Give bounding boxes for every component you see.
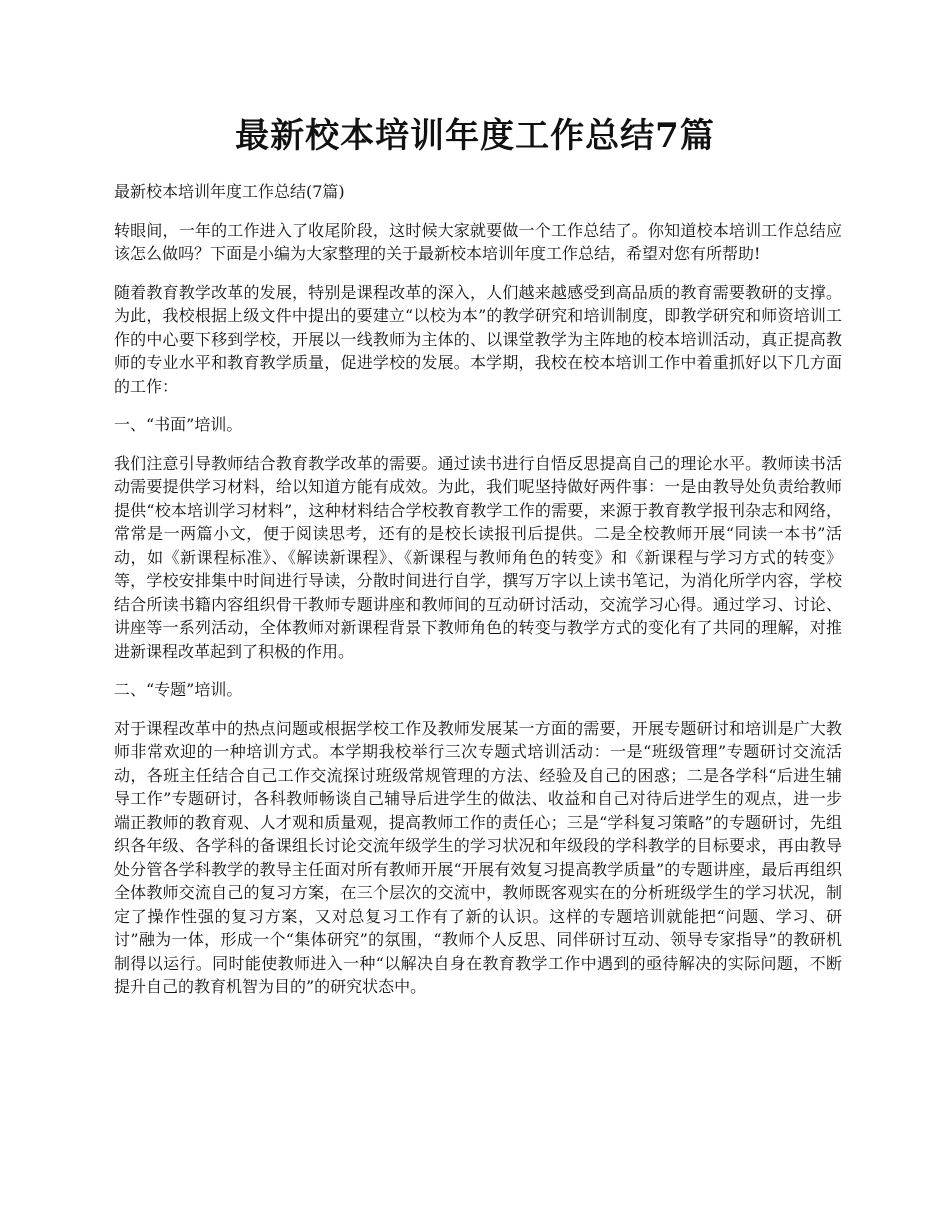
section-heading-written-training: 一、“书面”培训。 (114, 415, 243, 434)
topic-training-paragraph: 对于课程改革中的热点问题或根据学校工作及教师发展某一方面的需要，开展专题研讨和培训是广大教师非常欢迎的一种培训方式。本学期我校举行三次专题式培训活动：一是“班级管理”专题研讨交流活动，各班主任结合自己工作交流探讨班级常规管理的方法、经验及自己的困惑；二是各学科“后进生辅导工作”专题研讨，各科教师畅谈自己辅导后进学生的做法、收益和自己对待后进学生的观点，进一步端正教师的教育观、人才观和质量观，提高教师工作的责任心；三是“学科复习策略”的专题研讨，先组织各年级、各学科的备课组长讨论交流年级学生的学习状况和年级段的学科教学的目标要求，再由教导处分管各学科教学的教导主任面对所有教师开展“开展有效复习提高教学质量”的专题讲座，最后再组织全体教师交流自己的复习方案，在三个层次的交流中，教师既客观实在的分析班级学生的学习状况，制定了操作性强的复习方案，又对总复习工作有了新的认识。这样的专题培训就能把“问题、学习、研讨”融为一体，形成一个“集体研究”的氛围，“教师个人反思、同伴研讨互动、领导专家指导”的教研机制得以运行。同时能使教师进入一种“以解决自身在教育教学工作中遇到的亟待解决的实际问题，不断提升自己的教育机智为目的”的研究状态中。 (114, 718, 842, 996)
document-body (114, 180, 842, 1014)
document-subtitle: 最新校本培训年度工作总结(7篇) (114, 182, 345, 201)
written-training-paragraph: 我们注意引导教师结合教育教学改革的需要。通过读书进行自悟反思提高自己的理论水平。教师读书活动需要提供学习材料，给以知道方能有成效。为此，我们呢坚持做好两件事：一是由教导处负责给教师提供“校本培训学习材料”，这种材料结合学校教育教学工作的需要，来源于教育教学报刊杂志和网络，常常是一两篇小文，便于阅读思考，还有的是校长读报刊后提供。二是全校教师开展“同读一本书”活动，如《新课程标准》、《解读新课程》、《新课程与教师角色的转变》和《新课程与学习方式的转变》等，学校安排集中时间进行导读，分散时间进行自学，撰写万字以上读书笔记，为消化所学内容，学校结合所读书籍内容组织骨干教师专题讲座和教师间的互动研讨活动，交流学习心得。通过学习、讨论、讲座等一系列活动，全体教师对新课程背景下教师角色的转变与教学方式的变化有了共同的理解，对推进新课程改革起到了积极的作用。 (114, 453, 842, 661)
background-paragraph: 随着教育教学改革的发展，特别是课程改革的深入，人们越来越感受到高品质的教育需要教研的支撑。为此，我校根据上级文件中提出的要建立“以校为本”的教学研究和培训制度，即教学研究和师资培训工作的中心要下移到学校，开展以一线教师为主体的、以课堂教学为主阵地的校本培训活动，真正提高教师的专业水平和教育教学质量，促进学校的发展。本学期，我校在校本培训工作中着重抓好以下几方面的工作： (114, 282, 842, 396)
section-heading-topic-training: 二、“专题”培训。 (114, 680, 243, 699)
document-title: 最新校本培训年度工作总结7篇 (235, 116, 715, 156)
intro-paragraph: 转眼间，一年的工作进入了收尾阶段，这时候大家就要做一个工作总结了。你知道校本培训工作总结应该怎么做吗？下面是小编为大家整理的关于最新校本培训年度工作总结，希望对您有所帮助! (114, 220, 842, 263)
